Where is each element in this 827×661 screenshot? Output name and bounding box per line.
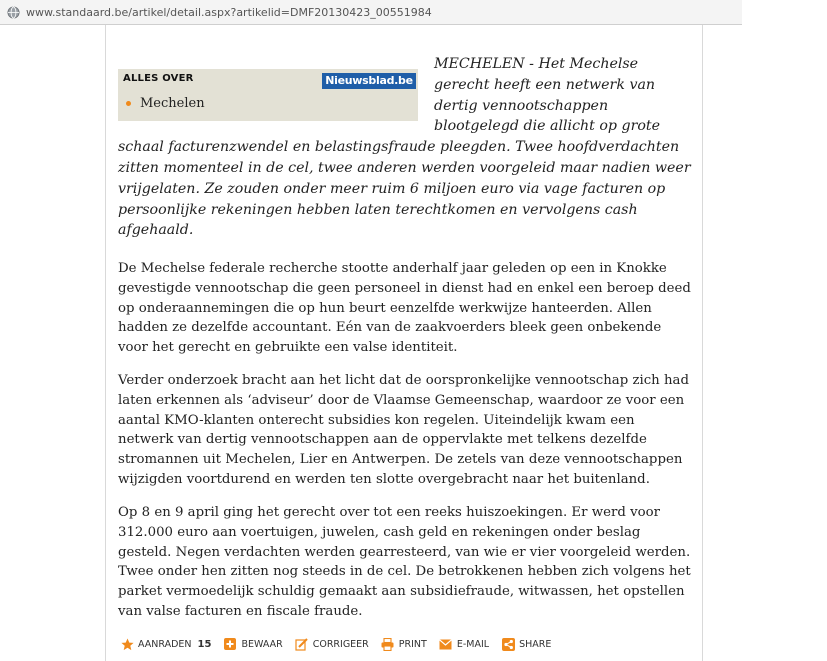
related-topics-box	[118, 69, 418, 121]
share-button[interactable]: SHARE	[501, 637, 551, 651]
save-button[interactable]: BEWAAR	[223, 637, 282, 651]
address-bar[interactable]	[0, 0, 742, 25]
globe-icon	[6, 5, 20, 19]
article-toolbar	[120, 635, 563, 653]
print-button[interactable]: PRINT	[381, 637, 427, 651]
pencil-icon	[295, 637, 309, 651]
article-paragraph: De Mechelse federale recherche stootte anderhalf jaar geleden op een in Knokke gevestigde vennootschap die geen personeel in dienst had en enkel een beroep deed op onderaannemingen die op hun beurt eenzelfde werkwijze hanteerden. Allen hadden ze dezelfde accountant. Eén van de zaakvoerders bleek geen onbekende voor het gerecht en gebruikte een valse identiteit.	[118, 261, 691, 356]
share-icon	[501, 637, 515, 651]
related-topics-title: ALLES OVER	[123, 73, 194, 84]
article-paragraph: Verder onderzoek bracht aan het licht dat de oorspronkelijke vennootschap zich had laten erkennen als ‘adviseur’ door de Vlaamse Gemeenschap, waardoor ze voor een aantal KMO-klanten onterecht subsidies kon regelen. Uiteindelijk kwam een netwerk van dertig vennootschappen aan de oppervlakte met telkens dezelfde stromannen uit Mechelen, Lier en Antwerpen. De zetels van deze vennootschappen wijzigden voortdurend en werden ten slotte overgebracht naar het buitenland.	[118, 373, 689, 487]
printer-icon	[381, 637, 395, 651]
email-button[interactable]: E-MAIL	[439, 637, 489, 651]
correct-button[interactable]: CORRIGEER	[295, 637, 369, 651]
article-paragraph: Op 8 en 9 april ging het gerecht over tot een reeks huiszoekingen. Er werd voor 312.000 euro aan voertuigen, juwelen, cash geld en rekeningen onder beslag gesteld. Negen verdachten werden gearresteerd, van wie er vier voorgeleid werden. Twee onder hen zitten nog steeds in de cel. De betrokkenen hebben zich volgens het parket vermoedelijk schuldig gemaakt aan subsidiefraude, witwassen, het opstellen van valse facturen en fiscale fraude.	[118, 505, 691, 619]
star-icon	[120, 637, 134, 651]
plus-icon	[223, 637, 237, 651]
url-text[interactable]: www.standaard.be/artikel/detail.aspx?artikelid=DMF20130423_00551984	[26, 5, 432, 19]
recommend-count: 15	[197, 638, 212, 650]
article-lead: MECHELEN - Het Mechelse gerecht heeft een netwerk van dertig vennootschappen blootgelegd die allicht op grote schaal facturenzwendel en belastingsfraude pleegden. Twee hoofdverdachten zitten momenteel in de cel, twee anderen werden voorgeleid maar nadien weer vrijgelaten. Ze zouden onder meer ruim 6 miljoen euro via vage facturen op persoonlijke rekeningen hebben laten terechtkomen en vervolgens cash afgehaald.	[118, 56, 691, 239]
bullet-icon	[126, 101, 131, 106]
envelope-icon	[439, 637, 453, 651]
related-topic-link[interactable]: Mechelen	[126, 96, 205, 111]
recommend-button[interactable]: AANRADEN 15	[120, 637, 211, 651]
nieuwsblad-logo[interactable]: Nieuwsblad.be	[322, 73, 416, 89]
